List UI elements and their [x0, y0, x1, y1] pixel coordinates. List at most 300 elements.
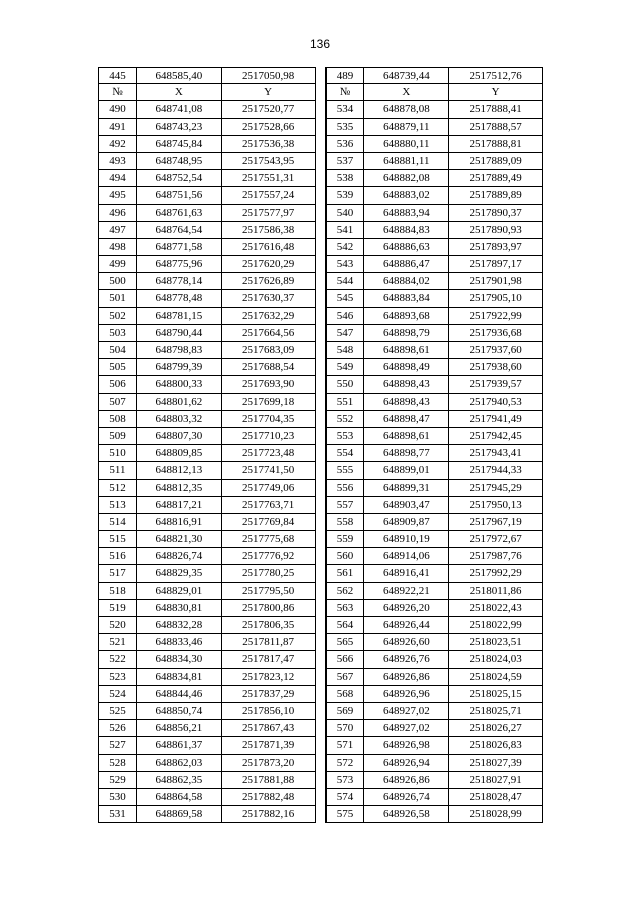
table-row	[98, 136, 543, 153]
y-value: 2517936,68	[449, 325, 543, 342]
table-row	[98, 737, 543, 754]
x-value: 648775,96	[137, 256, 222, 273]
column-gap	[316, 170, 326, 187]
x-value: 648800,33	[137, 376, 222, 393]
header-y: Y	[449, 84, 543, 101]
point-number: 567	[326, 669, 365, 686]
y-value: 2517704,35	[222, 411, 316, 428]
y-value: 2517890,37	[449, 205, 543, 222]
x-value: 648807,30	[137, 428, 222, 445]
x-value: 648926,44	[364, 617, 449, 634]
point-number: 520	[98, 617, 137, 634]
y-value: 2517780,25	[222, 565, 316, 582]
point-number: 564	[326, 617, 365, 634]
y-value: 2517620,29	[222, 256, 316, 273]
column-gap	[316, 67, 326, 84]
table-row	[98, 359, 543, 376]
point-number: 534	[326, 101, 365, 118]
y-value: 2517817,47	[222, 651, 316, 668]
point-number: 543	[326, 256, 365, 273]
column-gap	[316, 428, 326, 445]
table-row	[98, 101, 543, 118]
point-number: 570	[326, 720, 365, 737]
x-value: 648752,54	[137, 170, 222, 187]
x-value: 648883,84	[364, 290, 449, 307]
point-number: 558	[326, 514, 365, 531]
column-gap	[316, 411, 326, 428]
y-value: 2517888,57	[449, 119, 543, 136]
y-value: 2517944,33	[449, 462, 543, 479]
y-value: 2518026,27	[449, 720, 543, 737]
point-number: 556	[326, 480, 365, 497]
x-value: 648803,32	[137, 411, 222, 428]
x-value: 648743,23	[137, 119, 222, 136]
x-value: 648886,63	[364, 239, 449, 256]
y-value: 2517800,86	[222, 600, 316, 617]
x-value: 648898,79	[364, 325, 449, 342]
column-gap	[316, 737, 326, 754]
column-gap	[316, 376, 326, 393]
point-number: 500	[98, 273, 137, 290]
table-row	[98, 273, 543, 290]
x-value: 648830,81	[137, 600, 222, 617]
table-row	[98, 772, 543, 789]
point-number: 523	[98, 669, 137, 686]
table-row	[98, 669, 543, 686]
x-value: 648832,28	[137, 617, 222, 634]
point-number: 572	[326, 755, 365, 772]
x-value: 648898,77	[364, 445, 449, 462]
x-value: 648886,47	[364, 256, 449, 273]
y-value: 2517972,67	[449, 531, 543, 548]
x-value: 648884,02	[364, 273, 449, 290]
x-value: 648926,94	[364, 755, 449, 772]
y-value: 2517577,97	[222, 205, 316, 222]
point-number: 511	[98, 462, 137, 479]
x-value: 648741,08	[137, 101, 222, 118]
y-value: 2517942,45	[449, 428, 543, 445]
y-value: 2517856,10	[222, 703, 316, 720]
x-value: 648812,13	[137, 462, 222, 479]
y-value: 2517693,90	[222, 376, 316, 393]
point-number: 537	[326, 153, 365, 170]
point-number: 566	[326, 651, 365, 668]
point-number: 574	[326, 789, 365, 806]
header-y: Y	[222, 84, 316, 101]
point-number: 552	[326, 411, 365, 428]
y-value: 2517823,12	[222, 669, 316, 686]
y-value: 2518027,91	[449, 772, 543, 789]
x-value: 648898,43	[364, 394, 449, 411]
x-value: 648926,20	[364, 600, 449, 617]
point-number: 560	[326, 548, 365, 565]
table-row	[98, 651, 543, 668]
x-value: 648878,08	[364, 101, 449, 118]
x-value: 648883,02	[364, 187, 449, 204]
point-number: 445	[98, 67, 137, 84]
header-x: X	[137, 84, 222, 101]
point-number: 540	[326, 205, 365, 222]
point-number: 538	[326, 170, 365, 187]
point-number: 548	[326, 342, 365, 359]
y-value: 2517775,68	[222, 531, 316, 548]
y-value: 2517528,66	[222, 119, 316, 136]
point-number: 555	[326, 462, 365, 479]
y-value: 2517905,10	[449, 290, 543, 307]
column-gap	[316, 720, 326, 737]
table-row	[98, 548, 543, 565]
x-value: 648745,84	[137, 136, 222, 153]
point-number: 515	[98, 531, 137, 548]
table-row	[98, 325, 543, 342]
x-value: 648926,76	[364, 651, 449, 668]
x-value: 648809,85	[137, 445, 222, 462]
y-value: 2517941,49	[449, 411, 543, 428]
column-gap	[316, 445, 326, 462]
x-value: 648926,60	[364, 634, 449, 651]
column-gap	[316, 806, 326, 823]
table-row	[98, 308, 543, 325]
y-value: 2517889,49	[449, 170, 543, 187]
point-number: 541	[326, 222, 365, 239]
y-value: 2517943,41	[449, 445, 543, 462]
table-row	[98, 514, 543, 531]
y-value: 2517837,29	[222, 686, 316, 703]
table-row	[98, 394, 543, 411]
x-value: 648739,44	[364, 67, 449, 84]
y-value: 2517901,98	[449, 273, 543, 290]
column-gap	[316, 634, 326, 651]
table-row	[98, 583, 543, 600]
y-value: 2518028,99	[449, 806, 543, 823]
y-value: 2517763,71	[222, 497, 316, 514]
x-value: 648821,30	[137, 531, 222, 548]
x-value: 648927,02	[364, 720, 449, 737]
table-row	[98, 239, 543, 256]
y-value: 2517889,89	[449, 187, 543, 204]
table-row	[98, 531, 543, 548]
y-value: 2518024,59	[449, 669, 543, 686]
point-number: 518	[98, 583, 137, 600]
y-value: 2517050,98	[222, 67, 316, 84]
x-value: 648879,11	[364, 119, 449, 136]
point-number: 493	[98, 153, 137, 170]
header-x: X	[364, 84, 449, 101]
x-value: 648778,14	[137, 273, 222, 290]
point-number: 568	[326, 686, 365, 703]
point-number: 536	[326, 136, 365, 153]
table-row	[98, 205, 543, 222]
point-number: 513	[98, 497, 137, 514]
coordinates-table	[98, 67, 543, 823]
x-value: 648898,43	[364, 376, 449, 393]
table-row	[98, 411, 543, 428]
y-value: 2517897,17	[449, 256, 543, 273]
y-value: 2517938,60	[449, 359, 543, 376]
column-gap	[316, 497, 326, 514]
point-number: 528	[98, 755, 137, 772]
x-value: 648898,61	[364, 342, 449, 359]
point-number: 495	[98, 187, 137, 204]
point-number: 547	[326, 325, 365, 342]
x-value: 648910,19	[364, 531, 449, 548]
x-value: 648751,56	[137, 187, 222, 204]
x-value: 648926,74	[364, 789, 449, 806]
x-value: 648926,96	[364, 686, 449, 703]
point-number: 565	[326, 634, 365, 651]
column-gap	[316, 394, 326, 411]
y-value: 2517749,06	[222, 480, 316, 497]
table-row	[98, 445, 543, 462]
table-row	[98, 67, 543, 84]
table-row	[98, 703, 543, 720]
y-value: 2518011,86	[449, 583, 543, 600]
y-value: 2517893,97	[449, 239, 543, 256]
y-value: 2517710,23	[222, 428, 316, 445]
point-number: 516	[98, 548, 137, 565]
column-gap	[316, 222, 326, 239]
column-gap	[316, 239, 326, 256]
table-row	[98, 428, 543, 445]
point-number: 526	[98, 720, 137, 737]
point-number: 521	[98, 634, 137, 651]
y-value: 2517950,13	[449, 497, 543, 514]
y-value: 2518028,47	[449, 789, 543, 806]
point-number: 544	[326, 273, 365, 290]
x-value: 648903,47	[364, 497, 449, 514]
x-value: 648864,58	[137, 789, 222, 806]
point-number: 554	[326, 445, 365, 462]
x-value: 648899,31	[364, 480, 449, 497]
x-value: 648764,54	[137, 222, 222, 239]
x-value: 648916,41	[364, 565, 449, 582]
x-value: 648771,58	[137, 239, 222, 256]
point-number: 504	[98, 342, 137, 359]
column-gap	[316, 480, 326, 497]
point-number: 502	[98, 308, 137, 325]
point-number: 524	[98, 686, 137, 703]
y-value: 2517889,09	[449, 153, 543, 170]
point-number: 499	[98, 256, 137, 273]
x-value: 648926,86	[364, 669, 449, 686]
column-header-row	[98, 84, 543, 101]
point-number: 507	[98, 394, 137, 411]
y-value: 2517867,43	[222, 720, 316, 737]
column-gap	[316, 651, 326, 668]
point-number: 573	[326, 772, 365, 789]
table-row	[98, 187, 543, 204]
page-number: 136	[309, 37, 331, 51]
y-value: 2517806,35	[222, 617, 316, 634]
column-gap	[316, 136, 326, 153]
x-value: 648926,86	[364, 772, 449, 789]
y-value: 2517632,29	[222, 308, 316, 325]
table-row	[98, 170, 543, 187]
y-value: 2517630,37	[222, 290, 316, 307]
table-row	[98, 480, 543, 497]
x-value: 648812,35	[137, 480, 222, 497]
point-number: 494	[98, 170, 137, 187]
table-row	[98, 617, 543, 634]
x-value: 648914,06	[364, 548, 449, 565]
y-value: 2518025,71	[449, 703, 543, 720]
x-value: 648798,83	[137, 342, 222, 359]
y-value: 2517882,48	[222, 789, 316, 806]
column-gap	[316, 256, 326, 273]
point-number: 509	[98, 428, 137, 445]
y-value: 2517881,88	[222, 772, 316, 789]
point-number: 529	[98, 772, 137, 789]
y-value: 2517664,56	[222, 325, 316, 342]
column-gap	[316, 583, 326, 600]
table-row	[98, 789, 543, 806]
table-row	[98, 600, 543, 617]
y-value: 2517939,57	[449, 376, 543, 393]
x-value: 648883,94	[364, 205, 449, 222]
x-value: 648781,15	[137, 308, 222, 325]
y-value: 2517616,48	[222, 239, 316, 256]
x-value: 648898,61	[364, 428, 449, 445]
y-value: 2517723,48	[222, 445, 316, 462]
point-number: 512	[98, 480, 137, 497]
y-value: 2517776,92	[222, 548, 316, 565]
y-value: 2518026,83	[449, 737, 543, 754]
point-number: 557	[326, 497, 365, 514]
y-value: 2517795,50	[222, 583, 316, 600]
x-value: 648898,47	[364, 411, 449, 428]
y-value: 2517811,87	[222, 634, 316, 651]
table-row	[98, 720, 543, 737]
point-number: 491	[98, 119, 137, 136]
x-value: 648790,44	[137, 325, 222, 342]
x-value: 648862,35	[137, 772, 222, 789]
column-gap	[316, 755, 326, 772]
point-number: 510	[98, 445, 137, 462]
table-row	[98, 290, 543, 307]
point-number: 519	[98, 600, 137, 617]
y-value: 2517967,19	[449, 514, 543, 531]
x-value: 648761,63	[137, 205, 222, 222]
x-value: 648926,98	[364, 737, 449, 754]
point-number: 559	[326, 531, 365, 548]
column-gap	[316, 669, 326, 686]
column-gap	[316, 119, 326, 136]
y-value: 2517987,76	[449, 548, 543, 565]
x-value: 648881,11	[364, 153, 449, 170]
x-value: 648829,35	[137, 565, 222, 582]
table-row	[98, 462, 543, 479]
point-number: 563	[326, 600, 365, 617]
x-value: 648850,74	[137, 703, 222, 720]
y-value: 2517992,29	[449, 565, 543, 582]
column-gap	[316, 205, 326, 222]
column-gap	[316, 342, 326, 359]
column-gap	[316, 325, 326, 342]
y-value: 2517769,84	[222, 514, 316, 531]
x-value: 648861,37	[137, 737, 222, 754]
point-number: 530	[98, 789, 137, 806]
point-number: 496	[98, 205, 137, 222]
column-gap	[316, 617, 326, 634]
y-value: 2517586,38	[222, 222, 316, 239]
table-row	[98, 342, 543, 359]
x-value: 648922,21	[364, 583, 449, 600]
y-value: 2518022,99	[449, 617, 543, 634]
x-value: 648844,46	[137, 686, 222, 703]
y-value: 2517873,20	[222, 755, 316, 772]
column-gap	[316, 565, 326, 582]
point-number: 571	[326, 737, 365, 754]
column-gap	[316, 703, 326, 720]
x-value: 648799,39	[137, 359, 222, 376]
column-gap	[316, 686, 326, 703]
y-value: 2517890,93	[449, 222, 543, 239]
column-gap	[316, 308, 326, 325]
y-value: 2517945,29	[449, 480, 543, 497]
table-row	[98, 634, 543, 651]
point-number: 561	[326, 565, 365, 582]
point-number: 514	[98, 514, 137, 531]
column-gap	[316, 514, 326, 531]
x-value: 648801,62	[137, 394, 222, 411]
table-row	[98, 222, 543, 239]
column-gap	[316, 600, 326, 617]
point-number: 553	[326, 428, 365, 445]
header-number: №	[98, 84, 137, 101]
x-value: 648899,01	[364, 462, 449, 479]
point-number: 531	[98, 806, 137, 823]
point-number: 501	[98, 290, 137, 307]
y-value: 2517937,60	[449, 342, 543, 359]
y-value: 2517688,54	[222, 359, 316, 376]
y-value: 2517888,41	[449, 101, 543, 118]
x-value: 648826,74	[137, 548, 222, 565]
column-gap	[316, 101, 326, 118]
point-number: 490	[98, 101, 137, 118]
y-value: 2517699,18	[222, 394, 316, 411]
table-row	[98, 565, 543, 582]
point-number: 503	[98, 325, 137, 342]
column-gap	[316, 548, 326, 565]
x-value: 648898,49	[364, 359, 449, 376]
y-value: 2518022,43	[449, 600, 543, 617]
y-value: 2517882,16	[222, 806, 316, 823]
point-number: 505	[98, 359, 137, 376]
point-number: 535	[326, 119, 365, 136]
y-value: 2518027,39	[449, 755, 543, 772]
point-number: 551	[326, 394, 365, 411]
table-row	[98, 497, 543, 514]
column-gap	[316, 462, 326, 479]
x-value: 648882,08	[364, 170, 449, 187]
x-value: 648856,21	[137, 720, 222, 737]
x-value: 648829,01	[137, 583, 222, 600]
point-number: 522	[98, 651, 137, 668]
y-value: 2517741,50	[222, 462, 316, 479]
x-value: 648893,68	[364, 308, 449, 325]
column-gap	[316, 84, 326, 101]
point-number: 492	[98, 136, 137, 153]
column-gap	[316, 772, 326, 789]
y-value: 2517551,31	[222, 170, 316, 187]
x-value: 648834,30	[137, 651, 222, 668]
x-value: 648585,40	[137, 67, 222, 84]
table-row	[98, 256, 543, 273]
point-number: 550	[326, 376, 365, 393]
y-value: 2517520,77	[222, 101, 316, 118]
table-row	[98, 686, 543, 703]
point-number: 498	[98, 239, 137, 256]
